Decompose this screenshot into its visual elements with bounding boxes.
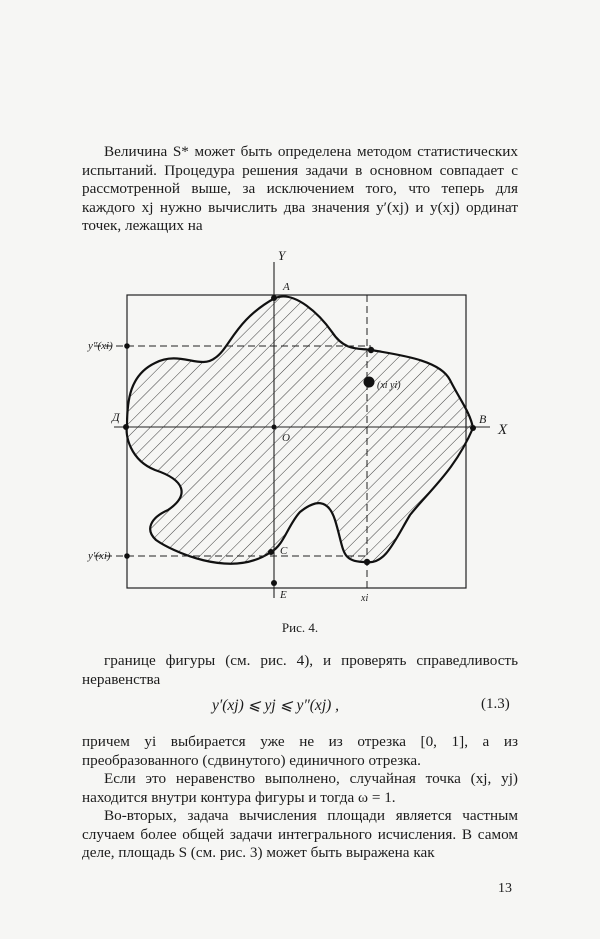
upper-contour-point bbox=[368, 347, 374, 353]
figure-caption: Рис. 4. bbox=[281, 620, 319, 635]
point-b-label: B bbox=[479, 412, 487, 426]
point-c-dot bbox=[268, 549, 274, 555]
paragraph-condition: Если это неравенство выполнено, случайная точка (xj, yj) находится внутри контура фигуры и тогда ω = 1. bbox=[82, 770, 518, 806]
origin-label: O bbox=[282, 432, 290, 444]
x-axis-label: X bbox=[498, 422, 508, 438]
point-a-dot bbox=[271, 295, 277, 301]
point-d-label: Д bbox=[112, 410, 120, 424]
figure-4 bbox=[70, 240, 530, 618]
point-e-label: E bbox=[280, 589, 287, 601]
random-point bbox=[364, 377, 375, 388]
lower-contour-point bbox=[364, 559, 370, 565]
point-e-dot bbox=[271, 580, 277, 586]
paragraph-boundary: границе фигуры (см. рис. 4), и проверять справедливость неравенства bbox=[82, 652, 518, 688]
y-upper-label: y″(xi) bbox=[88, 340, 113, 352]
figure-contour bbox=[127, 296, 473, 563]
point-d-dot bbox=[123, 424, 129, 430]
page-number: 13 bbox=[498, 881, 512, 896]
point-a-label: A bbox=[283, 281, 290, 293]
equation-number: (1.3) bbox=[481, 696, 510, 712]
paragraph-intro bbox=[82, 143, 518, 236]
y-lower-dot bbox=[124, 553, 130, 559]
random-point-label: (xi yi) bbox=[377, 380, 401, 391]
point-b-dot bbox=[470, 425, 476, 431]
inequality-formula: y′(xj) ⩽ yj ⩽ y″(xj) , bbox=[212, 697, 340, 714]
xi-label: xi bbox=[361, 593, 369, 604]
paragraph-integral: Во-вторых, задача вычисления площади является частным случаем более общей задачи интегрального исчисления. В самом деле, площадь S (см. рис. 3) может быть выражена как bbox=[82, 807, 518, 862]
paragraph-intro-text: Величина S* может быть определена методом статистических испытаний. Процедура решения задачи в основном совпадает с рассмотренной выше, за исключением того, что теперь для каждого xj нужно вычислить два значения y′(xj) и y(xj) ординат точек, лежащих на bbox=[82, 143, 518, 235]
y-axis-label: Y bbox=[278, 248, 286, 263]
y-upper-dot bbox=[124, 343, 130, 349]
paragraph-interval: причем yi выбирается уже не из отрезка [0, 1], а из преобразованного (сдвинутого) единичного отрезка. bbox=[82, 733, 518, 769]
y-lower-label: y′(xi) bbox=[88, 550, 111, 562]
origin-dot bbox=[272, 425, 277, 430]
point-c-label: C bbox=[280, 545, 288, 557]
